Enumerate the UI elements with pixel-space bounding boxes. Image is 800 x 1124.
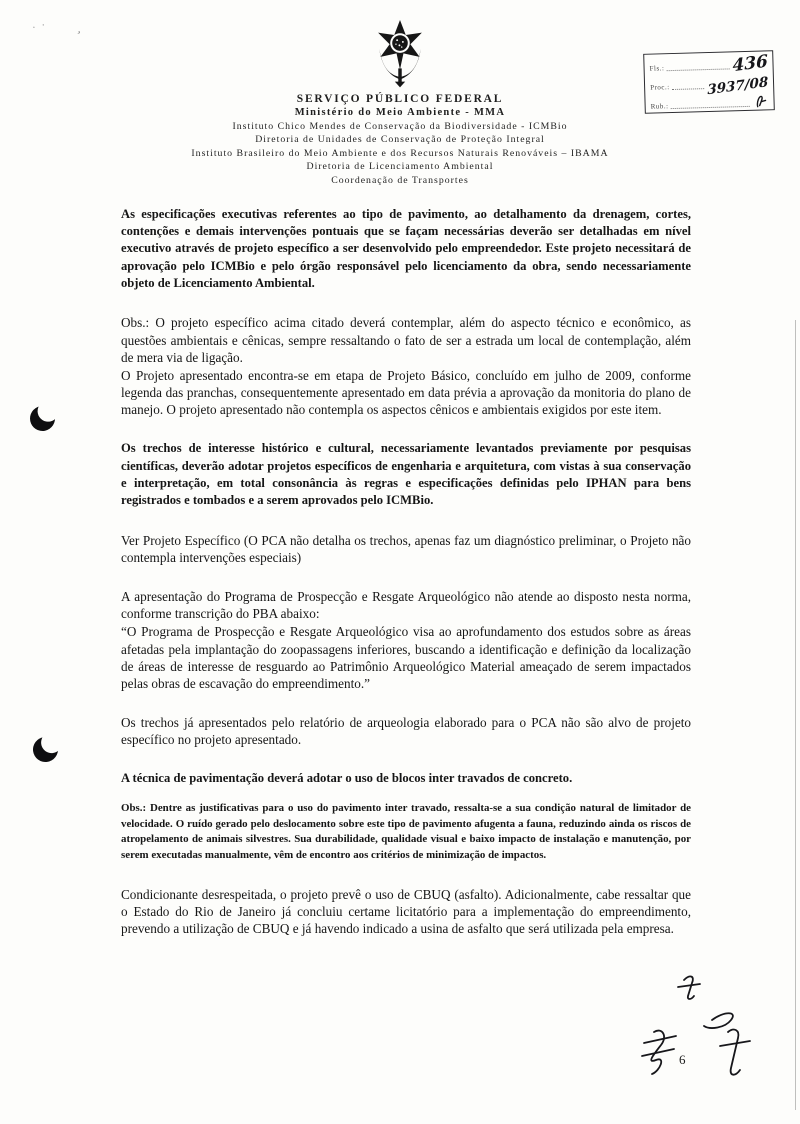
dotted-line (666, 68, 729, 71)
dotted-line (672, 88, 704, 90)
document-paragraph: Os trechos de interesse histórico e cultural, necessariamente levantados previamente por pesquisas científicas, deverão adotar projetos específicos de engenharia e arquitetura, com vistas à sua conservação e interpretação, em total consonância às regras e especificações definidas pelo IPHAN para bens registrados e tombados e a serem aprovados pelo ICMBio. (121, 441, 691, 508)
header-line-service: SERVIÇO PÚBLICO FEDERAL (296, 93, 504, 105)
document-paragraph: O Projeto apresentado encontra-se em etapa de Projeto Básico, concluído em julho de 2009, conforme legenda das pranchas, consequentemente apresentado em data prévia a aprovação da monitoria do plano de manejo. O projeto apresentado não contempla os aspectos cênicos e ambientais exigidos por este item. (121, 367, 691, 418)
document-paragraph: Os trechos já apresentados pelo relatório de arqueologia elaborado para o PCA não são alvo de projeto específico no projeto apresentado. (121, 715, 691, 748)
stamp-rub-label: Rub.: (650, 102, 669, 111)
header-line-licenciamento: Diretoria de Licenciamento Ambiental (306, 161, 494, 172)
stamp-row-fls (649, 51, 768, 77)
document-paragraph: Obs.: O projeto específico acima citado deverá contemplar, além do aspecto técnico e econômico, as questões ambientais e cênicas, sempre ressaltando o fato de ser a estrada um local de contemplação, além de mera via de ligação. (121, 315, 691, 365)
document-paragraph: A técnica de pavimentação deverá adotar o uso de blocos inter travados de concreto. (121, 771, 573, 786)
header-line-ibama: Instituto Brasileiro do Meio Ambiente e dos Recursos Naturais Renováveis – IBAMA (191, 147, 609, 159)
stamp-row-proc (650, 71, 769, 99)
stamp-proc-label: Proc.: (650, 83, 670, 92)
stamp-box (643, 50, 775, 114)
brazil-coat-of-arms-icon (371, 20, 429, 88)
header-line-diretoria-uc: Diretoria de Unidades de Conservação de Proteção Integral (255, 134, 545, 145)
document-paragraph: As especificações executivas referentes ao tipo de pavimento, ao detalhamento da drenagem, cortes, contenções e demais intervenções pontuais que se façam necessárias deverão ser detalhadas em nível executivo através de projeto específico a ser desenvolvido pelo empreendedor. Este projeto necessitará de aprovação pelo ICMBio e pelo órgão responsável pelo licenciamento da obra, sendo necessariamente objeto de Licenciamento Ambiental. (121, 206, 691, 290)
scan-edge-line (795, 320, 797, 1110)
header-line-ministry: Ministério do Meio Ambiente - MMA (294, 107, 506, 118)
header-line-icmbio: Instituto Chico Mendes de Conservação da Biodiversidade - ICMBio (232, 120, 568, 132)
page-number: 6 (679, 1052, 686, 1067)
ink-crescent-icon (31, 735, 59, 763)
ink-crescent-icon (28, 404, 58, 434)
scan-artifact-tick: ʼ (74, 27, 83, 43)
stamp-proc-value: 3937/08 (706, 74, 769, 99)
rubric-signature-icon (752, 93, 768, 109)
dotted-line (671, 106, 750, 109)
document-paragraph: Ver Projeto Específico (O PCA não detalha os trechos, apenas faz um diagnóstico preliminar, o Projeto não contempla intervenções especiais) (121, 532, 691, 565)
document-paragraph: A apresentação do Programa de Prospecção e Resgate Arqueológico não atende ao disposto nesta norma, conforme transcrição do PBA abaixo: (121, 589, 691, 622)
stamp-fls-value: 436 (731, 51, 768, 77)
handwritten-scribble-icon (628, 972, 768, 1087)
document-body (121, 206, 691, 938)
document-paragraph: Obs.: Dentre as justificativas para o uso do pavimento inter travado, ressalta-se a sua condição natural de limitador de velocidade. O ruído gerado pelo deslocamento sobre este tipo de pavimento afugenta a fauna, reduzindo ainda os riscos de atropelamento de animais silvestres. Sua durabilidade, qualidade visual e baixo impacto de instalação e manutenção, por serem executadas manualmente, vêm de encontro aos critérios de minimização de impactos. (121, 801, 691, 862)
stamp-fls-label: Fls.: (649, 64, 665, 73)
scan-artifact-dots: ·· (30, 17, 53, 35)
document-quote-paragraph: “O Programa de Prospecção e Resgate Arqueológico visa ao aprofundamento dos estudos sobre as áreas afetadas pela implantação do zoopassagens inferiores, buscando a identificação e definição da localização de áreas de interesse de resguardo ao Patrimônio Arqueológico Material ameaçado de serem impactados pelas obras de escavação do empreendimento.” (121, 624, 691, 691)
document-paragraph: Condicionante desrespeitada, o projeto prevê o uso de CBUQ (asfalto). Adicionalmente, cabe ressaltar que o Estado do Rio de Janeiro já concluiu certame licitatório para a implementação do empreendimento, prevendo a utilização de CBUQ e já havendo indicado a usina de asfalto que será utilizada pela empresa. (121, 887, 691, 937)
header-line-transportes: Coordenação de Transportes (331, 174, 469, 186)
